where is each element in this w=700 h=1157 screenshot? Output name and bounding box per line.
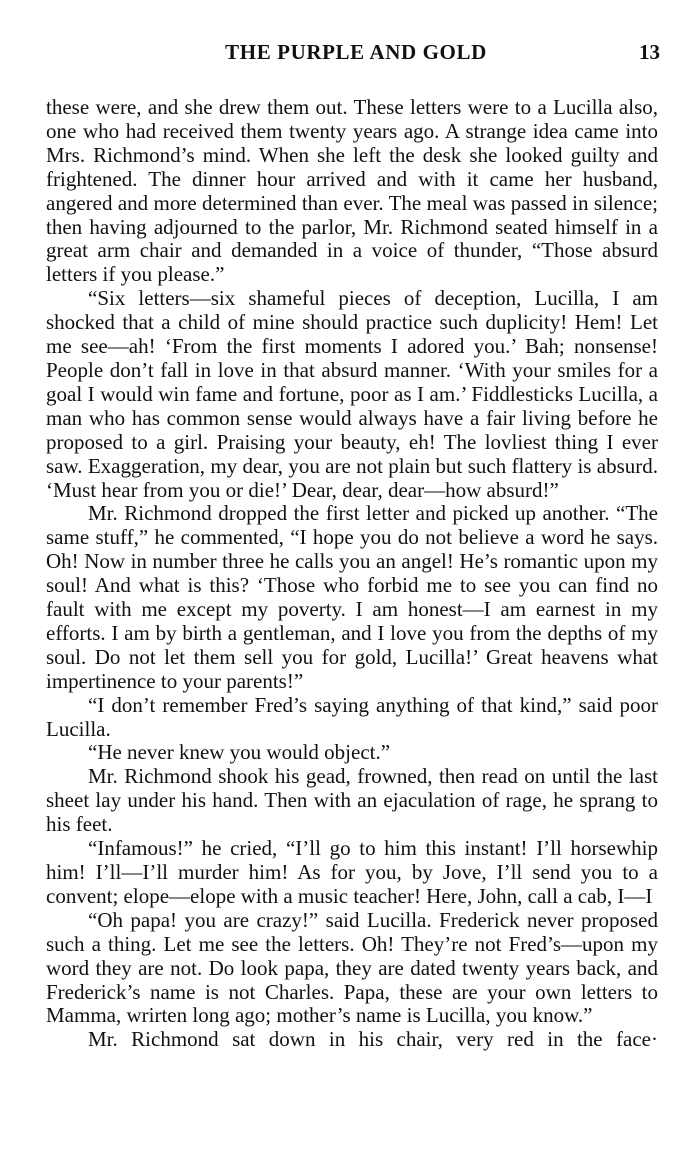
paragraph-oh-papa: “Oh papa! you are crazy!” said Lucilla. Frederick never proposed such a thing. Let me see the letters. Oh! They’re not Fred’s—upon my word they are not. Do look papa, they are dated twenty years back, and Frederick’s name is not Charles. Papa, these are your own letters to Mamma, wrirten long ago; mother’s name is Lucilla, you know.”	[46, 907, 658, 1028]
paragraph-never-knew: “He never knew you would object.”	[88, 740, 391, 765]
paragraph-continuation: these were, and she drew them out. These letters were to a Lucilla also, one who had received them twenty years ago. A strange idea came into Mrs. Richmond’s mind. When she left the desk she looked guilty and frightened. The dinner hour arrived and with it came her husband, angered and more determined than ever. The meal was passed in silence; then having adjourned to the parlor, Mr. Richmond seated himself in a great arm chair and demanded in a voice of thunder, “Those absurd letters if you please.”	[46, 95, 658, 287]
page-number: 13	[639, 40, 660, 64]
paragraph-sat-down: Mr. Richmond sat down in his chair, very red in the face·	[88, 1027, 658, 1052]
paragraph-shook-head: Mr. Richmond shook his gead, frowned, then read on until the last sheet lay under his hand. Then with an ejaculation of rage, he sprang to his feet.	[46, 764, 658, 837]
paragraph-infamous: “Infamous!” he cried, “I’ll go to him this instant! I’ll horsewhip him! I’ll—I’ll murder him! As for you, by Jove, I’ll send you to a convent; elope—elope with a music teacher! Here, John, call a cab, I—I	[46, 836, 658, 908]
paragraph-fred-saying: “I don’t remember Fred’s saying anything of that kind,” said poor Lucilla.	[46, 692, 658, 741]
body-text	[46, 96, 658, 1052]
running-title: THE PURPLE AND GOLD	[225, 40, 487, 64]
running-header	[46, 40, 666, 70]
paragraph-same-stuff: Mr. Richmond dropped the first letter and picked up another. “The same stuff,” he commented, “I hope you do not believe a word he says. Oh! Now in number three he calls you an angel! He’s romantic upon my soul! And what is this? ‘Those who forbid me to see you can find no fault with me except my poverty. I am honest—I am earnest in my efforts. I am by birth a gentleman, and I love you from the depths of my soul. Do not let them sell you for gold, Lucilla!’ Great heavens what impertinence to your parents!”	[46, 501, 658, 693]
paragraph-six-letters: “Six letters—six shameful pieces of deception, Lucilla, I am shocked that a child of mine should practice such duplicity! Hem! Let me see—ah! ‘From the first moments I adored you.’ Bah; nonsense! People don’t fall in love in that absurd manner. ‘With your smiles for a goal I would win fame and fortune, poor as I am.’ Fiddlesticks Lucilla, a man who has common sense would always have a fair living before he proposed to a girl. Praising your beauty, eh! The lovliest thing I ever saw. Exaggeration, my dear, you are not plain but such flattery is absurd. ‘Must hear from you or die!’ Dear, dear, dear—how absurd!”	[46, 286, 658, 502]
